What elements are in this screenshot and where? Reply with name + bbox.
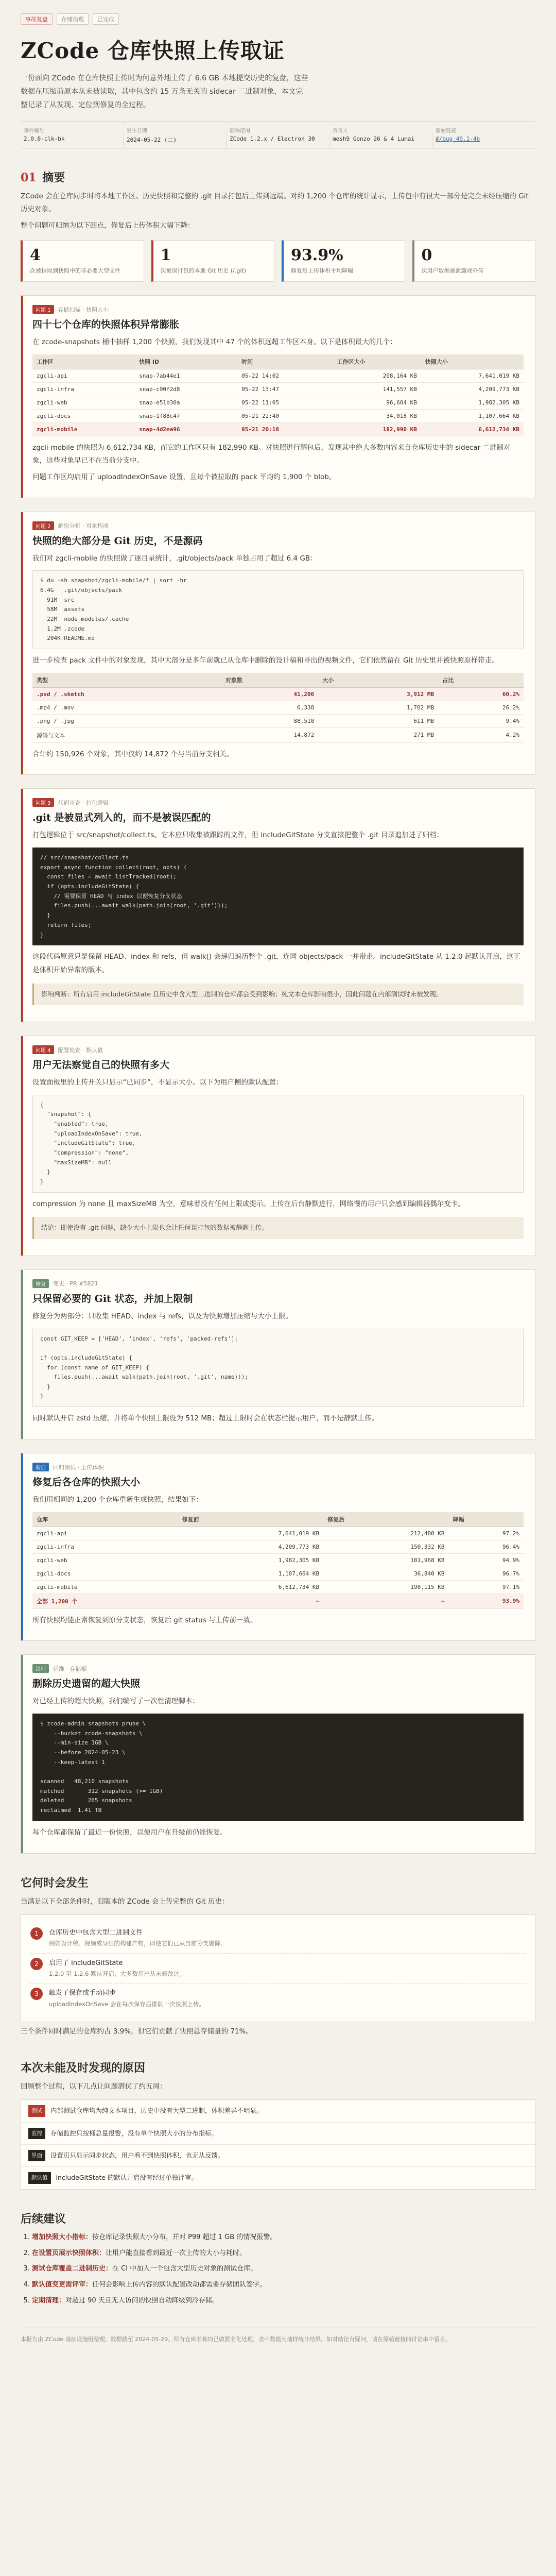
tag-row xyxy=(21,13,535,25)
section-heading: 它何时会发生 xyxy=(21,1876,89,1890)
section-title: 摘要 xyxy=(42,171,65,184)
result-table xyxy=(32,1512,524,1609)
page-title: ZCode 仓库快照上传取证 xyxy=(21,38,285,63)
table-cell: 05-22 13:47 xyxy=(237,382,333,396)
table-row xyxy=(32,727,524,742)
item-lead: 增加快照大小指标： xyxy=(32,2233,93,2241)
meta-value: 2.0.0-clk-bk xyxy=(24,135,65,142)
code-line xyxy=(40,1767,516,1777)
list-item xyxy=(32,2247,535,2260)
section-heading: 本次未能及时发现的原因 xyxy=(21,2061,146,2075)
list-item xyxy=(21,2123,535,2145)
meta-value: 2024-05-22 (二) xyxy=(127,136,177,143)
meta-value: ZCode 1.2.x / Electron 30 xyxy=(230,135,315,142)
table-cell: zgcli-infra xyxy=(32,382,135,396)
stat-value: 93.9% xyxy=(291,246,343,264)
table-cell: 9.4% xyxy=(438,714,524,727)
cleanup-card xyxy=(21,1654,535,1853)
item-lead: 测试仓库覆盖二进制历史： xyxy=(32,2265,113,2273)
card-badge: 问题 4 xyxy=(32,1045,54,1054)
stat-value: 4 xyxy=(30,246,41,264)
paragraph: 这段代码原意只是保留 HEAD、index 和 refs，但 walk() 会递归遍历整个 .git，连同 objects/pack 一并带走。includeGitState 从 1.2.0 起默认开启，这正是体积开始异常的版本。 xyxy=(32,953,520,974)
card-crumb: 变更 · PR #5821 xyxy=(53,1280,98,1287)
section-heading xyxy=(21,169,535,185)
step-detail: uploadIndexOnSave 会在每次保存后排队一次快照上传。 xyxy=(49,2000,205,2008)
card-crumb: 运维 · 存储桶 xyxy=(53,1665,87,1672)
table-cell: zgcli-api xyxy=(32,1527,178,1540)
table-header: 工作区 xyxy=(32,354,135,369)
table-header: 快照 ID xyxy=(135,354,237,369)
paragraph: 进一步检查 pack 文件中的对象发现，其中大部分是多年前就已从仓库中删除的设计稿和导出的视频文件，它们依然留在 Git 历史里并被快照原样带走。 xyxy=(32,656,499,665)
item-text: 对超过 90 天且无人访问的快照自动降级到冷存储。 xyxy=(65,2296,219,2304)
code-line: $ zcode-admin snapshots prune \ xyxy=(40,1720,146,1727)
step-number: 2 xyxy=(30,1958,43,1970)
lesson-tag: 监控 xyxy=(28,2128,45,2139)
conditions-section xyxy=(21,1874,535,2039)
paragraph: 问题工作区均启用了 uploadIndexOnSave 设置，且每个被拉取的 pack 平均约 1,900 个 blob。 xyxy=(32,473,336,482)
meta-key: 发生日期 xyxy=(127,128,147,134)
card-badge: 验证 xyxy=(32,1463,49,1471)
table-row xyxy=(32,1527,524,1540)
footer-note: 本报告由 ZCode 基础设施组整理，数据截至 2024-05-29。所有仓库名称均已做匿名化处理，表中数值为抽样统计结果。如对结论有疑问，请在原始链接的讨论串中留言。 xyxy=(21,2328,535,2345)
code-line: 204K README.md xyxy=(40,635,95,642)
card-meta xyxy=(32,305,524,314)
table-row xyxy=(32,1567,524,1580)
paragraph: 当满足以下全部条件时，旧版本的 ZCode 会上传完整的 Git 历史： xyxy=(21,1897,229,1906)
code-line: 6.4G .git/objects/pack xyxy=(40,586,122,594)
table-cell: 141,557 KB xyxy=(333,382,421,396)
stat-value: 0 xyxy=(421,246,432,264)
table-cell: 208,164 KB xyxy=(333,369,421,382)
section-number: 01 xyxy=(21,171,37,184)
item-lead: 默认值变更需评审： xyxy=(32,2280,93,2289)
table-cell: snap-4d2ea96 xyxy=(135,422,237,436)
stat-label: 次用户数据被泄露或外传 xyxy=(421,267,484,274)
table-cell: snap-7ab44e1 xyxy=(135,369,237,382)
card-badge: 问题 3 xyxy=(32,798,54,807)
paragraph: 回顾整个过程，以下几点让问题潜伏了约五周： xyxy=(21,2082,167,2091)
paragraph: 所有快照均能正常恢复到原分支状态，恢复后 git status 与上传前一致。 xyxy=(32,1616,257,1624)
table-cell: 4,209,773 KB xyxy=(178,1540,324,1553)
table-row xyxy=(32,1553,524,1567)
paragraph: 整个问题可归纳为以下四点，修复后上传体积大幅下降： xyxy=(21,221,195,230)
table-cell: zgcli-web xyxy=(32,396,135,409)
paragraph: 修复分为两部分：只收集 HEAD、index 与 refs，以及为快照增加压缩与大小上限。 xyxy=(32,1312,292,1320)
item-text: 在 CI 中加入一个包含大型历史对象的测试仓库。 xyxy=(112,2265,257,2273)
table-cell: .psd / .sketch xyxy=(32,687,221,701)
code-line: files.push(...await walk(path.join(root, '.git'))); xyxy=(40,902,228,909)
meta-cell xyxy=(227,122,329,148)
step-title: 触发了保存或手动同步 xyxy=(49,1989,116,1997)
paragraph: 我们用相同的 1,200 个仓库重新生成快照，结果如下： xyxy=(32,1496,203,1504)
card-meta xyxy=(32,521,524,530)
stat-card xyxy=(151,240,275,282)
table-cell: 150,332 KB xyxy=(323,1540,448,1553)
table-cell: 05-21 20:18 xyxy=(237,422,333,436)
card-crumb: 代码审查 · 打包逻辑 xyxy=(58,799,109,806)
table-header: 占比 xyxy=(438,673,524,688)
meta-cell xyxy=(329,122,432,148)
table-row xyxy=(32,1540,524,1553)
table-cell: 1,107,664 KB xyxy=(421,409,524,422)
table-cell: 7,641,019 KB xyxy=(178,1527,324,1540)
card-meta xyxy=(32,798,524,807)
table-row xyxy=(32,396,524,409)
table-cell: 34,018 KB xyxy=(333,409,421,422)
code-line: --before 2024-05-23 \ xyxy=(40,1749,126,1756)
list-item xyxy=(32,2279,535,2292)
table-header: 对象数 xyxy=(221,673,318,688)
step-title: 仓库历史中包含大型二进制文件 xyxy=(49,1929,143,1937)
table-cell: zgcli-web xyxy=(32,1553,178,1567)
code-line: "snapshot": { xyxy=(40,1111,92,1118)
table-cell: 7,641,019 KB xyxy=(421,369,524,382)
paragraph: 合计约 150,926 个对象，其中仅约 14,872 个与当前分支相关。 xyxy=(32,750,234,758)
list-item xyxy=(21,2145,535,2167)
table-cell: 96,604 KB xyxy=(333,396,421,409)
code-line: --min-size 1GB \ xyxy=(40,1739,109,1747)
code-line: if (opts.includeGitState) { xyxy=(40,1354,132,1361)
table-row-highlight xyxy=(32,1594,524,1608)
code-line: // 需要保留 HEAD 与 index 以便恢复分支状态 xyxy=(40,892,182,900)
finding-card xyxy=(21,1036,535,1256)
card-title: 用户无法察觉自己的快照有多大 xyxy=(32,1059,170,1071)
card-title: 快照的绝大部分是 Git 历史，不是源码 xyxy=(32,535,203,547)
flow-step xyxy=(30,1923,526,1954)
table-cell: 611 MB xyxy=(318,714,438,727)
paragraph: 三个条件同时满足的仓库约占 3.9%，但它们贡献了快照总存储量的 71%。 xyxy=(21,2027,253,2036)
code-line: 91M src xyxy=(40,596,75,603)
tag[interactable]: 已完成 xyxy=(93,13,119,25)
code-line: 58M assets xyxy=(40,606,85,613)
table-cell: 26.2% xyxy=(438,701,524,714)
table-cell: — xyxy=(178,1594,324,1608)
item-lead: 定期清理： xyxy=(32,2296,66,2304)
table-cell: 96.4% xyxy=(449,1540,524,1553)
code-line: } xyxy=(40,1393,44,1400)
lesson-text: 设置页只显示同步状态，用户看不到快照体积，也无从反馈。 xyxy=(50,2151,224,2160)
card-badge: 问题 2 xyxy=(32,521,54,530)
table-header: 修复前 xyxy=(178,1512,324,1527)
stat-card xyxy=(21,240,144,282)
lesson-text: 内部测试仓库均为纯文本项目，历史中没有大型二进制，体积差异不明显。 xyxy=(50,2107,263,2115)
code-block[interactable] xyxy=(32,570,524,649)
table-cell: 271 MB xyxy=(318,727,438,742)
paragraph: 对已经上传的超大快照，我们编写了一次性清理脚本： xyxy=(32,1697,199,1706)
table-cell: 全部 1,200 个 xyxy=(32,1594,178,1608)
object-table xyxy=(32,673,524,743)
code-line: scanned 48,210 snapshots xyxy=(40,1778,129,1785)
table-row xyxy=(32,1580,524,1594)
table-cell: 4.2% xyxy=(438,727,524,742)
stat-label: 次被误打包的本地 Git 历史 (/.git) xyxy=(160,267,247,274)
code-line: export async function collect(root, opts) { xyxy=(40,863,187,871)
lesson-text: includeGitState 的默认开启没有经过单独评审。 xyxy=(56,2174,198,2182)
code-line: for (const name of GIT_KEEP) { xyxy=(40,1364,149,1371)
card-badge: 修复 xyxy=(32,1279,49,1288)
table-cell: 94.9% xyxy=(449,1553,524,1567)
code-line: } xyxy=(40,931,44,938)
code-block[interactable] xyxy=(32,1714,524,1821)
paragraph: 在 zcode-snapshots 桶中抽样 1,200 个快照，我们发现其中 47 个的体积远超工作区本身。以下是体积最大的几个： xyxy=(32,338,397,347)
code-line: $ du -sh snapshot/zgcli-mobile/* | sort -hr xyxy=(40,577,187,584)
item-text: 按仓库记录快照大小分布，并对 P99 超过 1 GB 的情况报警。 xyxy=(92,2233,277,2241)
table-cell: 源码与文本 xyxy=(32,727,221,742)
table-row-highlight xyxy=(32,422,524,436)
table-cell: 1,982,305 KB xyxy=(178,1553,324,1567)
table-cell: 88,510 xyxy=(221,714,318,727)
table-cell: zgcli-mobile xyxy=(32,1580,178,1594)
code-line: deleted 265 snapshots xyxy=(40,1797,132,1804)
meta-key: 事件编号 xyxy=(24,128,44,134)
code-line: "maxSizeMB": null xyxy=(40,1159,112,1166)
table-cell: zgcli-api xyxy=(32,369,135,382)
step-detail: 例如设计稿、视频或导出的构建产物，即使它们已从当前分支删除。 xyxy=(49,1940,227,1947)
card-crumb: 存储扫描 · 快照大小 xyxy=(58,306,109,313)
table-cell: 1,982,305 KB xyxy=(421,396,524,409)
source-link[interactable]: #/bug_40.1-4b xyxy=(436,135,480,142)
table-cell: 41,206 xyxy=(221,687,318,701)
callout: 结论：即使没有 .git 问题，缺少大小上限也会让任何误打包的数据被静默上传。 xyxy=(32,1217,524,1239)
item-lead: 在设置页展示快照体积： xyxy=(32,2249,106,2257)
code-line: reclaimed 1.41 TB xyxy=(40,1807,102,1814)
meta-table xyxy=(21,122,535,148)
meta-cell xyxy=(21,122,124,148)
list-item xyxy=(32,2295,535,2308)
table-cell: snap-e51b30a xyxy=(135,396,237,409)
code-line: 1.2M .zcode xyxy=(40,625,85,632)
list-item xyxy=(32,2263,535,2276)
meta-key: 原始链接 xyxy=(436,128,456,134)
code-line: } xyxy=(40,1168,50,1176)
code-line: "enabled": true, xyxy=(40,1121,109,1128)
table-row xyxy=(32,369,524,382)
paragraph: compression 为 none 且 maxSizeMB 为空，意味着没有任何上限或提示。上传在后台静默进行，网络慢的用户只会感到编辑器偶尔变卡。 xyxy=(32,1199,465,1208)
table-row xyxy=(32,382,524,396)
step-title: 启用了 includeGitState xyxy=(49,1959,123,1967)
paragraph: 每个仓库都保留了最近一份快照，以便用户在升级前仍能恢复。 xyxy=(32,1828,227,1837)
table-cell: 1,107,664 KB xyxy=(178,1567,324,1580)
table-cell: 05-21 22:40 xyxy=(237,409,333,422)
table-cell: zgcli-docs xyxy=(32,409,135,422)
card-title: 删除历史遗留的超大快照 xyxy=(32,1678,141,1690)
card-title: 四十七个仓库的快照体积异常膨胀 xyxy=(32,319,180,331)
paragraph: 我们对 zgcli-mobile 的快照做了逐目录统计，.git/objects/pack 单独占用了超过 6.4 GB： xyxy=(32,554,317,563)
flow-step xyxy=(30,1984,526,2013)
table-cell: .mp4 / .mov xyxy=(32,701,221,714)
lesson-list xyxy=(21,2099,535,2190)
finding-card xyxy=(21,788,535,1022)
lessons-section xyxy=(21,2059,535,2190)
table-header: 修复后 xyxy=(323,1512,448,1527)
lesson-tag: 测试 xyxy=(28,2105,45,2116)
table-header: 时间 xyxy=(237,354,333,369)
code-line: files.push(...await walk(path.join(root, '.git', name))); xyxy=(40,1374,248,1381)
table-row-highlight xyxy=(32,687,524,701)
lesson-tag: 默认值 xyxy=(28,2172,51,2183)
table-cell: 4,209,773 KB xyxy=(421,382,524,396)
condition-flow xyxy=(21,1914,535,2022)
report-page xyxy=(21,0,535,2369)
table-cell: zgcli-docs xyxy=(32,1567,178,1580)
finding-card xyxy=(21,512,535,775)
table-cell: 182,990 KB xyxy=(333,422,421,436)
card-crumb: 解包分析 · 对象构成 xyxy=(58,522,109,530)
table-header: 工作区大小 xyxy=(333,354,421,369)
stat-card xyxy=(282,240,405,282)
table-cell: 05-22 14:02 xyxy=(237,369,333,382)
table-cell: snap-1f88c47 xyxy=(135,409,237,422)
step-detail: 1.2.0 至 1.2.6 默认开启，大多数用户从未修改过。 xyxy=(49,1970,185,1977)
card-badge: 清理 xyxy=(32,1664,49,1673)
code-line: matched 312 snapshots (>= 1GB) xyxy=(40,1787,163,1794)
code-line: { xyxy=(40,1101,44,1108)
paragraph: 设置面板里的上传开关只显示“已同步”，不显示大小。以下为用户侧的默认配置： xyxy=(32,1078,283,1087)
code-block[interactable] xyxy=(32,1329,524,1408)
table-header: 类型 xyxy=(32,673,221,688)
table-cell: 190,115 KB xyxy=(323,1580,448,1594)
table-cell: .png / .jpg xyxy=(32,714,221,727)
table-cell: 212,480 KB xyxy=(323,1527,448,1540)
list-item xyxy=(21,2167,535,2189)
snapshot-table xyxy=(32,354,524,436)
meta-key: 负责人 xyxy=(333,128,348,134)
code-block[interactable] xyxy=(32,848,524,945)
table-cell: 97.2% xyxy=(449,1527,524,1540)
table-cell: snap-c90f2d8 xyxy=(135,382,237,396)
card-meta xyxy=(32,1664,524,1673)
code-line: const files = await listTracked(root); xyxy=(40,873,177,880)
table-cell: — xyxy=(323,1594,448,1608)
table-cell: 93.9% xyxy=(449,1594,524,1608)
stat-label: 次被拉取到快照中的非必要大型文件 xyxy=(30,267,120,274)
recommendations-section xyxy=(21,2210,535,2307)
table-cell: 05-22 11:05 xyxy=(237,396,333,409)
card-title: .git 是被显式列入的，而不是被误匹配的 xyxy=(32,812,211,824)
lede: 一份面向 ZCode 在仓库快照上传时为何意外地上传了 6.6 GB 本地提交历史的复盘，这些数据在压缩前原本从未被读取，其中包含约 15 万条无关的 sidecar 二进制对象，本文完整记录了从发现、定位到修复的全过程。 xyxy=(21,74,308,109)
list-item xyxy=(21,2100,535,2122)
lesson-tag: 界面 xyxy=(28,2150,45,2161)
section-heading: 后续建议 xyxy=(21,2212,66,2226)
stat-value: 1 xyxy=(160,246,171,264)
lesson-text: 存储监控只按桶总量报警，没有单个快照大小的分布指标。 xyxy=(50,2129,218,2137)
card-badge: 问题 1 xyxy=(32,305,54,314)
card-crumb: 配置检查 · 默认值 xyxy=(58,1046,103,1054)
code-line: --keep-latest 1 xyxy=(40,1758,105,1766)
table-row xyxy=(32,714,524,727)
card-meta xyxy=(32,1045,524,1054)
summary-section xyxy=(21,169,535,282)
item-text: 任何会影响上传内容的默认配置改动都需要存储团队签字。 xyxy=(92,2280,267,2289)
table-cell: 97.1% xyxy=(449,1580,524,1594)
table-cell: 14,872 xyxy=(221,727,318,742)
step-number: 3 xyxy=(30,1988,43,2000)
tag[interactable]: 事故复盘 xyxy=(21,13,53,25)
code-line: "uploadIndexOnSave": true, xyxy=(40,1130,143,1137)
verify-card xyxy=(21,1453,535,1641)
table-cell: 60.2% xyxy=(438,687,524,701)
code-line: "includeGitState": true, xyxy=(40,1140,136,1147)
table-cell: 96.7% xyxy=(449,1567,524,1580)
paragraph: 打包逻辑位于 src/snapshot/collect.ts。它本应只收集被跟踪的文件，但 includeGitState 分支直接把整个 .git 目录追加进了归档： xyxy=(32,831,444,840)
code-line: const GIT_KEEP = ['HEAD', 'index', 'refs', 'packed-refs']; xyxy=(40,1335,238,1342)
item-text: 让用户能直接看到最近一次上传的大小与耗时。 xyxy=(106,2249,247,2257)
tag[interactable]: 存储治理 xyxy=(57,13,89,25)
stat-label: 修复后上传体积平均降幅 xyxy=(291,267,353,274)
table-cell: zgcli-infra xyxy=(32,1540,178,1553)
meta-value: mesh9 Gonzo 26 & 4 Lumai xyxy=(333,135,414,142)
table-header: 大小 xyxy=(318,673,438,688)
card-meta xyxy=(32,1463,524,1471)
table-row xyxy=(32,409,524,422)
card-title: 只保留必要的 Git 状态，并加上限制 xyxy=(32,1293,193,1304)
flow-step xyxy=(30,1954,526,1984)
stats-row xyxy=(21,240,535,282)
finding-card xyxy=(21,295,535,498)
code-line: return files; xyxy=(40,921,92,928)
meta-key: 影响范围 xyxy=(230,128,250,134)
paragraph: zgcli-mobile 的快照为 6,612,734 KB，而它的工作区只有 182,990 KB。对快照进行解包后，发现其中绝大多数内容来自仓库历史中的 sidecar 二进制对象，这些对象早已不在当前分支中。 xyxy=(32,443,511,465)
recommendation-list xyxy=(21,2231,535,2307)
table-cell: 6,612,734 KB xyxy=(178,1580,324,1594)
table-cell: 3,912 MB xyxy=(318,687,438,701)
meta-cell xyxy=(124,122,227,148)
card-title: 修复后各仓库的快照大小 xyxy=(32,1477,141,1488)
code-line: if (opts.includeGitState) { xyxy=(40,883,140,890)
fix-card xyxy=(21,1269,535,1439)
table-header: 降幅 xyxy=(449,1512,524,1527)
table-header: 仓库 xyxy=(32,1512,178,1527)
code-line: 22M node_modules/.cache xyxy=(40,616,129,623)
code-line: --bucket zcode-snapshots \ xyxy=(40,1730,143,1737)
table-cell: 1,702 MB xyxy=(318,701,438,714)
code-line xyxy=(40,1344,516,1353)
code-line: } xyxy=(40,1178,44,1185)
table-cell: zgcli-mobile xyxy=(32,422,135,436)
code-line: "compression": "none", xyxy=(40,1149,129,1157)
code-line: } xyxy=(40,912,50,919)
table-cell: 36,840 KB xyxy=(323,1567,448,1580)
table-cell: 101,968 KB xyxy=(323,1553,448,1567)
code-line: // src/snapshot/collect.ts xyxy=(40,854,129,861)
code-block[interactable] xyxy=(32,1095,524,1193)
list-item xyxy=(32,2231,535,2244)
stat-card xyxy=(412,240,536,282)
paragraph: ZCode 会在仓库同步时将本地工作区、历史快照和完整的 .git 目录打包后上传到远端。对约 1,200 个仓库的统计显示，上传包中有很大一部分是完全未经压缩的 Git 历史对象。 xyxy=(21,192,529,214)
table-cell: 6,338 xyxy=(221,701,318,714)
table-header: 快照大小 xyxy=(421,354,524,369)
paragraph: 同时默认开启 zstd 压缩，并将单个快照上限设为 512 MB；超过上限时会在状态栏提示用户，而不是静默上传。 xyxy=(32,1414,379,1423)
callout: 影响判断：所有启用 includeGitState 且历史中含大型二进制的仓库都会受到影响；纯文本仓库影响很小，因此问题在内部测试时未被发现。 xyxy=(32,984,524,1006)
card-meta xyxy=(32,1279,524,1288)
meta-cell xyxy=(432,122,535,148)
card-crumb: 回归测试 · 上传体积 xyxy=(53,1464,104,1471)
table-cell: 6,612,734 KB xyxy=(421,422,524,436)
table-row xyxy=(32,701,524,714)
step-number: 1 xyxy=(30,1927,43,1940)
code-line: } xyxy=(40,1383,50,1391)
